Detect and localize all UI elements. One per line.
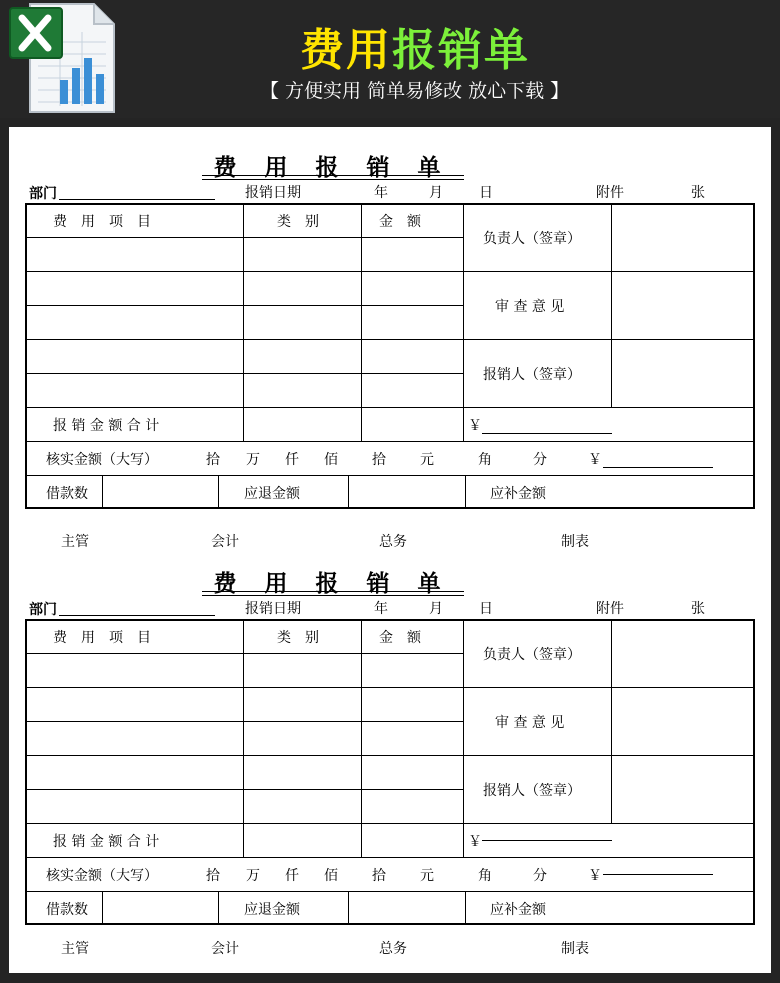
- dept-label: 部门: [29, 186, 57, 202]
- accountant-label: 会计: [211, 941, 239, 957]
- unit-qian: 仟: [285, 868, 299, 884]
- col-header-amount: 金 额: [379, 630, 421, 646]
- supplement-amount-label: 应补金额: [490, 902, 546, 918]
- verified-amount-field[interactable]: [603, 467, 713, 468]
- unit-wan: 万: [246, 452, 260, 468]
- row-line: [27, 475, 754, 476]
- supervisor-label: 主管: [61, 534, 89, 550]
- paper-sheet: [9, 127, 771, 973]
- attachment-label: 附件: [596, 601, 624, 617]
- unit-wan: 万: [246, 868, 260, 884]
- responsible-sign-label: 负责人（签章）: [483, 647, 581, 663]
- sheets-label: 张: [691, 601, 705, 617]
- banner: [0, 0, 780, 118]
- row-line: [27, 653, 463, 654]
- banner-title: 费用报销单: [300, 25, 530, 76]
- row-line: [27, 237, 463, 238]
- dept-label: 部门: [29, 602, 57, 618]
- total-amount-field[interactable]: [482, 433, 612, 434]
- loan-amount-label: 借款数: [46, 486, 88, 502]
- unit-jiao: 角: [478, 868, 492, 884]
- responsible-sign-label: 负责人（签章）: [483, 231, 581, 247]
- col-line: [348, 475, 349, 508]
- dept-field[interactable]: [59, 615, 215, 616]
- unit-shi: 拾: [372, 452, 386, 468]
- review-opinion-label: 审 查 意 见: [495, 299, 565, 315]
- expense-form-1: [9, 127, 771, 552]
- unit-fen: 分: [533, 868, 547, 884]
- yen-symbol: ￥: [468, 834, 482, 850]
- accountant-label: 会计: [211, 534, 239, 550]
- col-line: [243, 205, 244, 441]
- claimant-sign-label: 报销人（签章）: [483, 783, 581, 799]
- col-header-type: 类 别: [277, 214, 319, 230]
- month-label: 月: [429, 601, 443, 617]
- row-line: [27, 441, 754, 442]
- col-header-item: 费 用 项 目: [53, 214, 151, 230]
- col-line: [102, 475, 103, 508]
- general-affairs-label: 总务: [379, 941, 407, 957]
- col-line: [611, 205, 612, 407]
- col-line: [611, 621, 612, 823]
- col-header-type: 类 别: [277, 630, 319, 646]
- yen-symbol: ￥: [588, 868, 602, 884]
- dept-field[interactable]: [59, 199, 215, 200]
- excel-file-icon: [8, 2, 116, 114]
- total-amount-field[interactable]: [482, 840, 612, 841]
- col-line: [102, 891, 103, 924]
- expense-form-2: [9, 543, 771, 968]
- col-line: [218, 891, 219, 924]
- expense-table: [25, 619, 755, 925]
- col-line: [243, 621, 244, 857]
- day-label: 日: [479, 185, 493, 201]
- row-line: [27, 755, 754, 756]
- unit-jiao: 角: [478, 452, 492, 468]
- unit-shi: 拾: [206, 452, 220, 468]
- col-line: [465, 475, 466, 508]
- yen-symbol: ￥: [588, 452, 602, 468]
- row-line: [27, 891, 754, 892]
- verified-amount-label: 核实金额（大写）: [46, 452, 158, 468]
- month-label: 月: [429, 185, 443, 201]
- preparer-label: 制表: [561, 941, 589, 957]
- preparer-label: 制表: [561, 534, 589, 550]
- expense-table: [25, 203, 755, 509]
- unit-shi: 拾: [372, 868, 386, 884]
- row-line: [27, 687, 754, 688]
- loan-amount-label: 借款数: [46, 902, 88, 918]
- col-line: [361, 621, 362, 857]
- yen-symbol: ￥: [468, 418, 482, 434]
- general-affairs-label: 总务: [379, 534, 407, 550]
- unit-qian: 仟: [285, 452, 299, 468]
- unit-bai: 佰: [324, 452, 338, 468]
- unit-bai: 佰: [324, 868, 338, 884]
- col-line: [348, 891, 349, 924]
- form-title: 费 用 报 销 单: [213, 571, 451, 597]
- refund-amount-label: 应退金额: [244, 486, 300, 502]
- title-underline: [202, 595, 464, 596]
- unit-yuan: 元: [420, 452, 434, 468]
- supervisor-label: 主管: [61, 941, 89, 957]
- row-line: [27, 857, 754, 858]
- row-line: [27, 789, 463, 790]
- col-header-item: 费 用 项 目: [53, 630, 151, 646]
- row-line: [27, 271, 754, 272]
- row-line: [27, 339, 754, 340]
- unit-fen: 分: [533, 452, 547, 468]
- date-label: 报销日期: [245, 601, 301, 617]
- banner-subtitle: 【 方便实用 简单易修改 放心下载 】: [260, 80, 570, 102]
- title-underline: [202, 175, 464, 176]
- row-line: [27, 305, 463, 306]
- refund-amount-label: 应退金额: [244, 902, 300, 918]
- day-label: 日: [479, 601, 493, 617]
- col-line: [218, 475, 219, 508]
- sheets-label: 张: [691, 185, 705, 201]
- row-line: [27, 721, 463, 722]
- review-opinion-label: 审 查 意 见: [495, 715, 565, 731]
- year-label: 年: [374, 185, 388, 201]
- date-label: 报销日期: [245, 185, 301, 201]
- col-line: [361, 205, 362, 441]
- row-line: [27, 407, 754, 408]
- col-line: [463, 621, 464, 857]
- supplement-amount-label: 应补金额: [490, 486, 546, 502]
- attachment-label: 附件: [596, 185, 624, 201]
- verified-amount-label: 核实金额（大写）: [46, 868, 158, 884]
- year-label: 年: [374, 601, 388, 617]
- title-underline: [202, 591, 464, 592]
- col-line: [463, 205, 464, 441]
- total-amount-label: 报 销 金 额 合 计: [53, 834, 160, 850]
- col-header-amount: 金 额: [379, 214, 421, 230]
- unit-shi: 拾: [206, 868, 220, 884]
- row-line: [27, 823, 754, 824]
- unit-yuan: 元: [420, 868, 434, 884]
- col-line: [465, 891, 466, 924]
- row-line: [27, 373, 463, 374]
- title-underline: [202, 179, 464, 180]
- total-amount-label: 报 销 金 额 合 计: [53, 418, 160, 434]
- form-title: 费 用 报 销 单: [213, 155, 451, 181]
- verified-amount-field[interactable]: [603, 874, 713, 875]
- claimant-sign-label: 报销人（签章）: [483, 367, 581, 383]
